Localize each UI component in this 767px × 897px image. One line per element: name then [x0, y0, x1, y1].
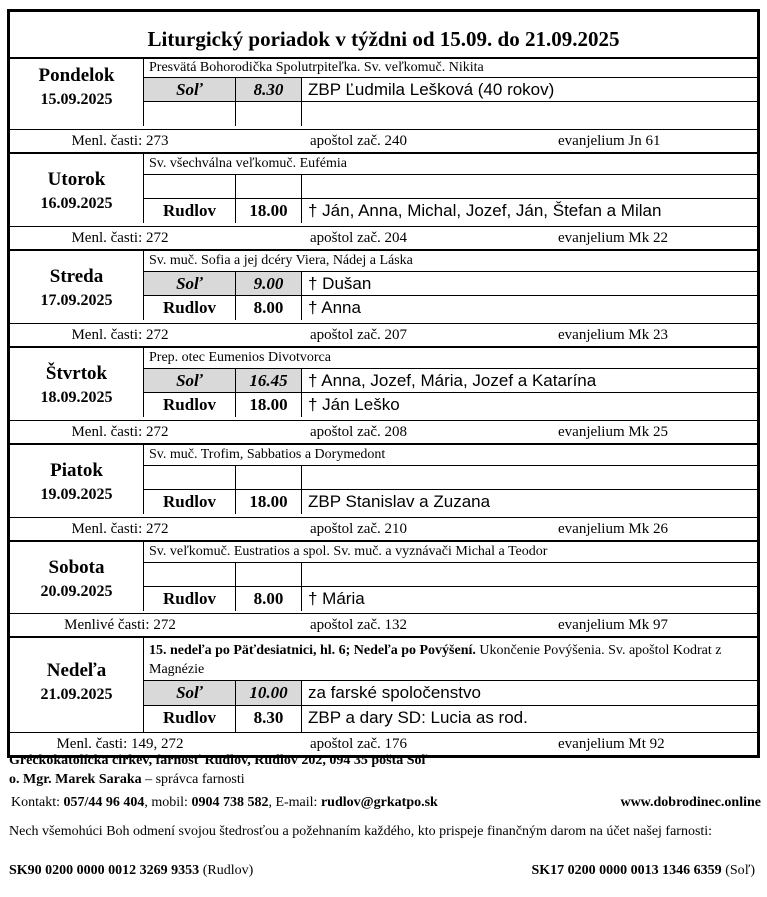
service-place: Soľ: [144, 681, 236, 705]
readings-evanjelium: evanjelium Mt 92: [558, 736, 665, 752]
mobile-number[interactable]: 0904 738 582: [191, 795, 269, 810]
readings-menl: Menl. časti: 273: [71, 133, 169, 149]
saint-of-day: [143, 638, 757, 681]
day-name: Pondelok: [38, 65, 115, 86]
readings-apostol: apoštol zač. 208: [310, 424, 408, 440]
service-time: 10.00: [236, 681, 302, 705]
readings-evanjelium: evanjelium Mk 25: [558, 424, 668, 440]
email-link[interactable]: rudlov@grkatpo.sk: [320, 795, 438, 810]
service-rows: [143, 681, 757, 732]
service-place: Rudlov: [144, 199, 236, 223]
saint-of-day: Sv. všechválna veľkomuč. Eufémia: [143, 154, 757, 175]
service-row: [144, 466, 757, 490]
service-row: [144, 175, 757, 199]
service-intention: † Anna: [308, 298, 361, 317]
iban-sol-label: (Soľ): [721, 863, 755, 878]
readings-menl: Menl. časti: 272: [71, 327, 169, 343]
service-time: 16.45: [236, 369, 302, 392]
iban-rudlov-number: SK90 0200 0000 0012 3269 9353: [9, 863, 200, 878]
service-time: 18.00: [236, 393, 302, 417]
phone-number[interactable]: 057/44 96 404: [63, 795, 145, 810]
sunday-title: 15. nedeľa po Päťdesiatnici, hl. 6; Nedeľa po Povýšení.: [149, 643, 476, 658]
service-row: [144, 102, 757, 126]
service-row: [144, 563, 757, 587]
service-row: [144, 199, 757, 223]
readings-row: [10, 323, 757, 346]
service-row: [144, 296, 757, 320]
priest-name: o. Mgr. Marek Saraka: [9, 772, 142, 787]
service-time: [236, 466, 302, 489]
readings-row: [10, 226, 757, 249]
service-time: [236, 175, 302, 198]
day-name: Štvrtok: [45, 363, 108, 384]
service-rows: [143, 175, 757, 223]
service-place: Rudlov: [144, 587, 236, 611]
readings-apostol: apoštol zač. 210: [310, 521, 408, 537]
service-intention: ZBP Stanislav a Zuzana: [308, 492, 491, 511]
readings-row: [10, 129, 757, 152]
service-intention: [308, 102, 757, 126]
day-label: [10, 660, 143, 704]
sunday-saint: Ukončenie Povýšenia. Sv. apoštol Kodrat z Magnézie: [149, 643, 722, 677]
service-time: 9.00: [236, 272, 302, 295]
readings-menl: Menlivé časti: 272: [64, 617, 176, 633]
readings-apostol: apoštol zač. 207: [310, 327, 408, 343]
service-intention: [308, 175, 757, 198]
service-time: 18.00: [236, 490, 302, 514]
service-place: Soľ: [144, 369, 236, 392]
day-friday: [10, 445, 757, 542]
day-thursday: [10, 348, 757, 445]
service-time: 8.30: [236, 706, 302, 732]
service-place: Rudlov: [144, 296, 236, 320]
website-link[interactable]: www.dobrodinec.online: [620, 795, 761, 810]
service-row: [144, 78, 757, 102]
day-name: Streda: [49, 266, 104, 287]
email-label: , E-mail:: [268, 795, 321, 810]
day-name: Sobota: [48, 557, 105, 578]
blessing-text: Nech všemohúci Boh odmení svojou štedrosťou a požehnaním každého, kto prispeje finančným darom na účet našej farnosti:: [9, 824, 713, 839]
mobile-label: , mobil:: [144, 795, 192, 810]
service-place: Soľ: [144, 272, 236, 295]
day-label: [10, 557, 143, 601]
saint-of-day: Sv. muč. Trofim, Sabbatios a Dorymedont: [143, 445, 757, 466]
service-place: [144, 466, 236, 489]
service-intention: ZBP a dary SD: Lucia as rod.: [308, 708, 528, 727]
readings-menl: Menl. časti: 272: [71, 230, 169, 246]
service-rows: [143, 272, 757, 320]
service-place: [144, 563, 236, 586]
service-intention: ZBP Ľudmila Lešková (40 rokov): [308, 80, 555, 99]
service-rows: [143, 466, 757, 514]
service-row: [144, 369, 757, 393]
service-intention: † Mária: [308, 589, 365, 608]
readings-apostol: apoštol zač. 204: [310, 230, 408, 246]
day-date: 20.09.2025: [40, 583, 113, 600]
readings-menl: Menl. časti: 149, 272: [56, 736, 184, 752]
service-row: [144, 706, 757, 732]
day-date: 17.09.2025: [40, 292, 113, 309]
day-wednesday: [10, 251, 757, 348]
service-intention: [308, 563, 757, 586]
saint-of-day: Sv. veľkomuč. Eustratios a spol. Sv. muč. a vyznávači Michal a Teodor: [143, 542, 757, 563]
priest-line: [9, 771, 245, 788]
day-label: [10, 169, 143, 213]
readings-apostol: apoštol zač. 132: [310, 617, 408, 633]
readings-row: [10, 420, 757, 443]
readings-apostol: apoštol zač. 176: [310, 736, 408, 752]
readings-row: [10, 517, 757, 540]
service-time: 8.00: [236, 296, 302, 320]
contact-label: Kontakt:: [11, 795, 64, 810]
service-place: Rudlov: [144, 706, 236, 732]
day-label: [10, 266, 143, 310]
service-place: Soľ: [144, 78, 236, 101]
day-saturday: [10, 542, 757, 638]
day-monday: [10, 59, 757, 154]
service-intention: † Anna, Jozef, Mária, Jozef a Katarína: [308, 371, 597, 390]
day-date: 15.09.2025: [40, 91, 113, 108]
saint-of-day: Presvätá Bohorodička Spolutrpiteľka. Sv. veľkomuč. Nikita: [143, 59, 757, 78]
service-rows: [143, 563, 757, 611]
service-row: [144, 490, 757, 514]
day-sunday: [10, 638, 757, 755]
day-name: Piatok: [50, 460, 103, 481]
readings-row: [10, 613, 757, 636]
service-place: Rudlov: [144, 393, 236, 417]
contact-line: [11, 794, 438, 811]
iban-sol: [532, 862, 756, 879]
service-time: 8.30: [236, 78, 302, 101]
service-rows: [143, 369, 757, 417]
readings-menl: Menl. časti: 272: [71, 424, 169, 440]
service-intention: za farské spoločenstvo: [308, 683, 481, 702]
iban-sol-number: SK17 0200 0000 0013 1346 6359: [531, 863, 722, 878]
service-place: Rudlov: [144, 490, 236, 514]
service-intention: † Ján, Anna, Michal, Jozef, Ján, Štefan a Milan: [308, 201, 662, 220]
service-place: [144, 102, 236, 126]
readings-evanjelium: evanjelium Mk 22: [558, 230, 668, 246]
service-row: [144, 393, 757, 417]
service-rows: [143, 78, 757, 126]
schedule-title: Liturgický poriadok v týždni od 15.09. do 21.09.2025: [10, 12, 757, 59]
readings-menl: Menl. časti: 272: [71, 521, 169, 537]
day-name: Utorok: [47, 169, 106, 190]
church-address: Gréckokatolícka cirkev, farnosť Rudlov, Rudlov 202, 094 35 pošta Soľ: [9, 753, 429, 768]
iban-rudlov: [9, 862, 253, 879]
service-time: [236, 102, 302, 126]
service-intention: [308, 466, 757, 489]
service-time: [236, 563, 302, 586]
saint-of-day: Sv. muč. Sofia a jej dcéry Viera, Nádej a Láska: [143, 251, 757, 272]
service-intention: † Dušan: [308, 274, 372, 293]
saint-of-day: Prep. otec Eumenios Divotvorca: [143, 348, 757, 369]
day-date: 18.09.2025: [40, 389, 113, 406]
readings-apostol: apoštol zač. 240: [310, 133, 408, 149]
day-name: Nedeľa: [46, 660, 107, 681]
day-tuesday: [10, 154, 757, 251]
day-date: 21.09.2025: [40, 686, 113, 703]
service-time: 18.00: [236, 199, 302, 223]
day-label: [10, 460, 143, 504]
readings-evanjelium: evanjelium Jn 61: [558, 133, 661, 149]
readings-evanjelium: evanjelium Mk 23: [558, 327, 668, 343]
service-time: 8.00: [236, 587, 302, 611]
service-row: [144, 681, 757, 706]
priest-role: – správca farnosti: [141, 772, 245, 787]
service-intention: † Ján Leško: [308, 395, 400, 414]
service-row: [144, 587, 757, 611]
day-date: 19.09.2025: [40, 486, 113, 503]
readings-evanjelium: evanjelium Mk 97: [558, 617, 668, 633]
service-place: [144, 175, 236, 198]
service-row: [144, 272, 757, 296]
day-date: 16.09.2025: [40, 195, 113, 212]
day-label: [10, 65, 143, 109]
iban-rudlov-label: (Rudlov): [199, 863, 254, 878]
day-label: [10, 363, 143, 407]
schedule-table: [7, 9, 760, 758]
readings-evanjelium: evanjelium Mk 26: [558, 521, 668, 537]
